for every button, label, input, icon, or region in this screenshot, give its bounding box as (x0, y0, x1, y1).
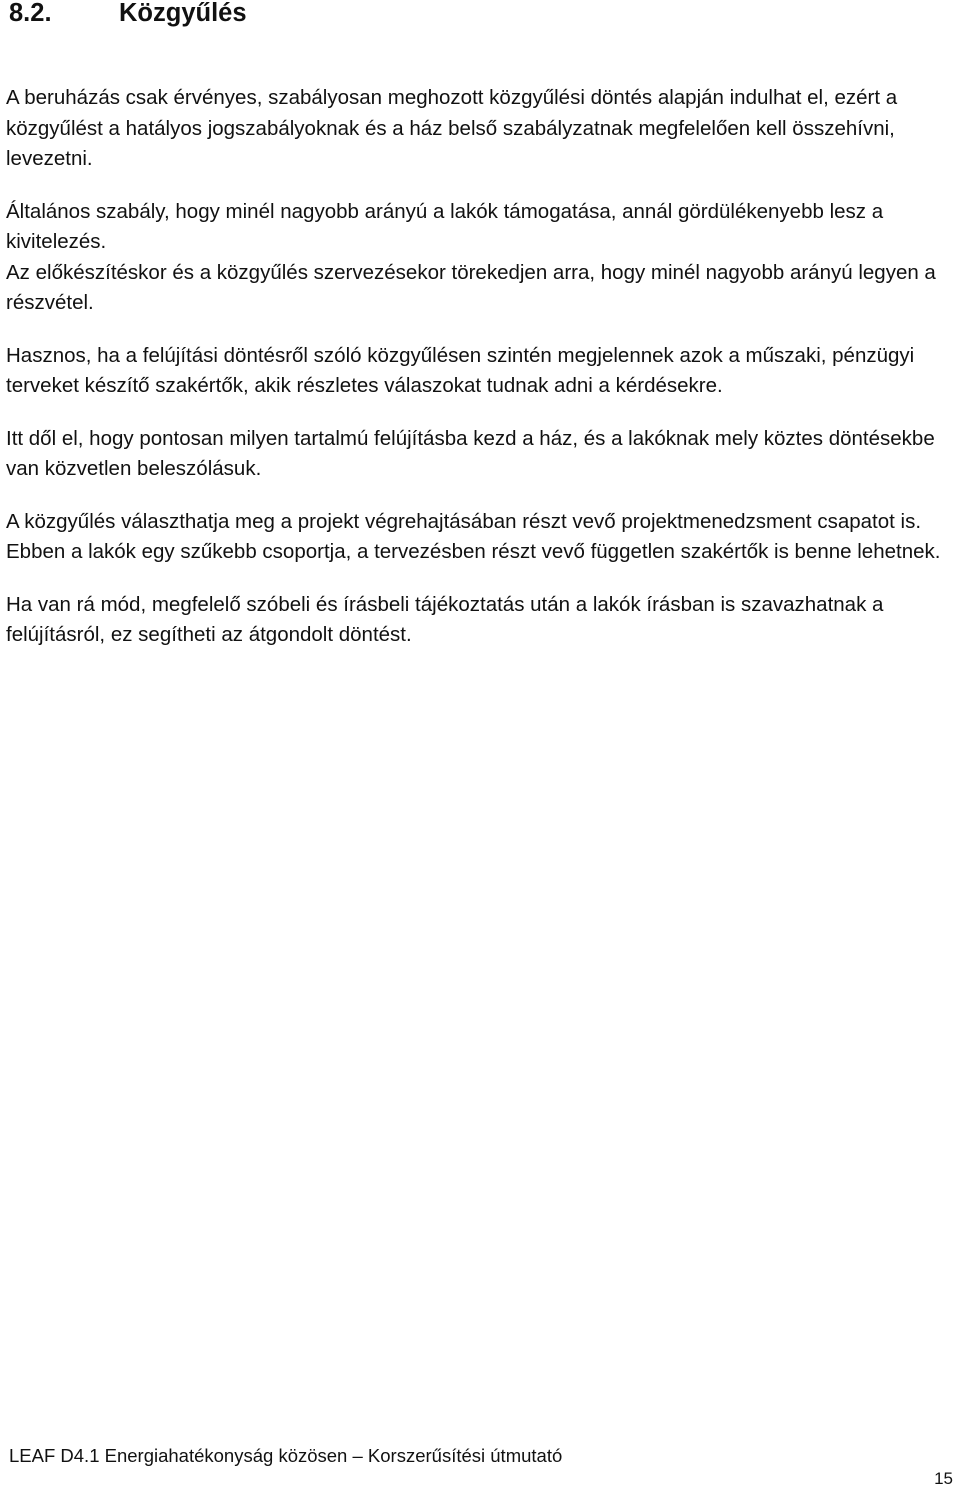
section-heading (9, 0, 247, 29)
section-number: 8.2. (9, 0, 52, 27)
paragraph-6: A közgyűlés választhatja meg a projekt végrehajtásában részt vevő projektmenedzsment csapatot is. Ebben a lakók egy szűkebb csoportja, a tervezésben részt vevő független szakértők is benne lehetnek. (6, 509, 941, 563)
paragraph-7: Ha van rá mód, megfelelő szóbeli és írásbeli tájékoztatás után a lakók írásban is szavazhatnak a felújításról, ez segítheti az átgondolt döntést. (6, 592, 884, 646)
section-title: Közgyűlés (119, 0, 247, 27)
paragraph-5: Itt dől el, hogy pontosan milyen tartalmú felújításba kezd a ház, és a lakóknak mely köztes döntésekbe van közvetlen beleszólásuk. (6, 426, 935, 480)
paragraph-3: Az előkészítéskor és a közgyűlés szervezésekor törekedjen arra, hogy minél nagyobb arányú legyen a részvétel. (6, 260, 936, 314)
paragraph-1: A beruházás csak érvényes, szabályosan meghozott közgyűlési döntés alapján indulhat el, ezért a közgyűlést a hatályos jogszabályoknak és a ház belső szabályzatnak megfelelően kell összehívni, levezetni. (6, 86, 898, 170)
page-footer: LEAF D4.1 Energiahatékonyság közösen – Korszerűsítési útmutató (9, 1445, 563, 1466)
paragraph-2: Általános szabály, hogy minél nagyobb arányú a lakók támogatása, annál gördülékenyebb lesz a kivitelezés. (6, 199, 884, 253)
document-body (6, 83, 954, 673)
page-number: 15 (934, 1469, 953, 1488)
paragraph-4: Hasznos, ha a felújítási döntésről szóló közgyűlésen szintén megjelennek azok a műszaki, pénzügyi terveket készítő szakértők, akik részletes válaszokat tudnak adni a kérdésekre. (6, 343, 915, 397)
